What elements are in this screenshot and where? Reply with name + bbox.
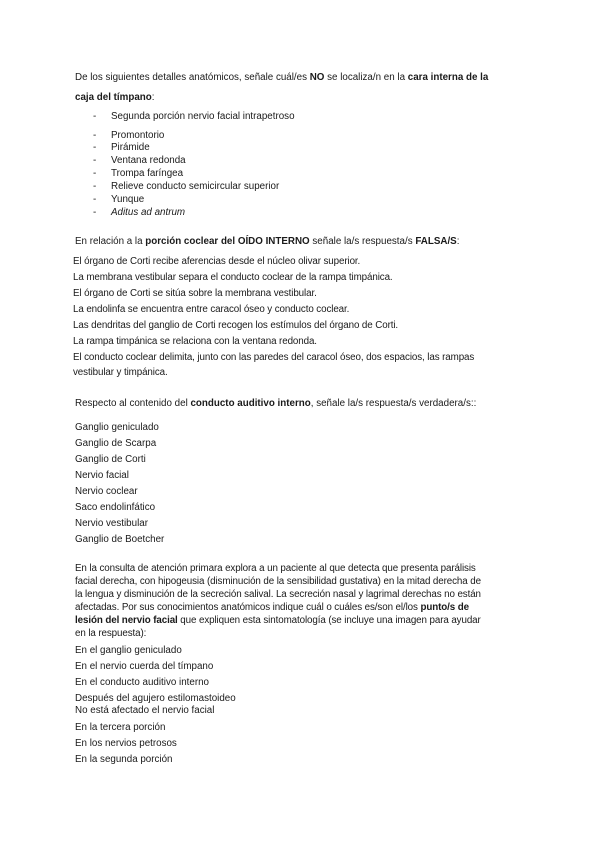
q2-option[interactable]: El conducto coclear delimita, junto con las paredes del caracol óseo, dos espacios, las rampas — [73, 352, 475, 363]
q1-title-line2 — [75, 92, 155, 104]
list-dash: - — [93, 155, 97, 166]
q3-text: , señale la/s respuesta/s verdadera/s:: — [310, 398, 477, 409]
list-dash: - — [93, 142, 97, 153]
q3-option[interactable]: Nervio vestibular — [75, 518, 148, 529]
q4-option[interactable]: No está afectado el nervio facial — [75, 705, 215, 716]
q4-text: que expliquen esta sintomatología (se incluye una imagen para ayudar — [177, 615, 481, 626]
q4-option[interactable]: En la tercera porción — [75, 722, 166, 733]
q4-paragraph-line — [75, 602, 469, 614]
list-dash: - — [93, 207, 97, 218]
q1-option[interactable]: Ventana redonda — [111, 155, 186, 166]
q3-option[interactable]: Ganglio geniculado — [75, 422, 159, 433]
q2-emphasis-topic: porción coclear del OÍDO INTERNO — [145, 236, 310, 247]
q4-option[interactable]: En la segunda porción — [75, 754, 173, 765]
q4-emphasis: punto/s de — [420, 602, 469, 613]
q3-option[interactable]: Nervio facial — [75, 470, 129, 481]
q3-title — [75, 398, 476, 410]
q3-option[interactable]: Ganglio de Corti — [75, 454, 146, 465]
q1-text: se localiza/n en la — [324, 72, 408, 83]
q1-title-line1 — [75, 72, 488, 84]
q1-option[interactable]: Promontorio — [111, 130, 165, 141]
q4-text: afectadas. Por sus conocimientos anatómicos indique cuál o cuáles es/son el/los — [75, 602, 421, 613]
q2-option[interactable]: La membrana vestibular separa el conducto coclear de la rampa timpánica. — [73, 272, 393, 283]
q1-emphasis-location: cara interna de la — [407, 72, 489, 83]
q1-emphasis-no: NO — [309, 72, 325, 83]
q3-option[interactable]: Saco endolinfático — [75, 502, 156, 513]
q3-option[interactable]: Nervio coclear — [75, 486, 138, 497]
q1-text: : — [151, 92, 155, 103]
q3-option[interactable]: Ganglio de Scarpa — [75, 438, 157, 449]
q4-option[interactable]: En el conducto auditivo interno — [75, 677, 209, 688]
q1-option[interactable]: Segunda porción nervio facial intrapetroso — [111, 111, 295, 122]
list-dash: - — [93, 194, 97, 205]
q2-title — [75, 236, 459, 248]
q1-option[interactable]: Relieve conducto semicircular superior — [111, 181, 280, 192]
q2-option-continued: vestibular y timpánica. — [73, 367, 168, 378]
q4-paragraph-line: la lengua y disminución de la secreción salival. La secreción nasal y lagrimal derechas no están — [75, 589, 481, 600]
q2-emphasis-false: FALSA/S — [415, 236, 457, 247]
q4-emphasis: lesión del nervio facial — [75, 615, 178, 626]
q2-option[interactable]: El órgano de Corti recibe aferencias desde el núcleo olivar superior. — [73, 256, 361, 267]
q4-option[interactable]: Después del agujero estilomastoideo — [75, 693, 236, 704]
list-dash: - — [93, 168, 97, 179]
q1-emphasis-location: caja del tímpano — [75, 92, 152, 103]
q1-text: De los siguientes detalles anatómicos, señale cuál/es — [75, 72, 310, 83]
q1-option[interactable]: Pirámide — [111, 142, 150, 153]
q3-option[interactable]: Ganglio de Boetcher — [75, 534, 165, 545]
q4-paragraph-line — [75, 615, 481, 627]
q2-option[interactable]: Las dendritas del ganglio de Corti recogen los estímulos del órgano de Corti. — [73, 320, 399, 331]
q1-option[interactable]: Trompa faríngea — [111, 168, 184, 179]
q2-text: En relación a la — [75, 236, 146, 247]
q2-option[interactable]: El órgano de Corti se sitúa sobre la membrana vestibular. — [73, 288, 317, 299]
q1-option[interactable]: Yunque — [111, 194, 145, 205]
list-dash: - — [93, 181, 97, 192]
list-dash: - — [93, 130, 97, 141]
q4-option[interactable]: En el ganglio geniculado — [75, 645, 182, 656]
q1-option[interactable]: Aditus ad antrum — [111, 207, 186, 218]
q3-text: Respecto al contenido del — [75, 398, 191, 409]
q2-option[interactable]: La rampa timpánica se relaciona con la ventana redonda. — [73, 336, 317, 347]
q4-paragraph-line: facial derecha, con hipogeusia (disminución de la sensibilidad gustativa) en la mitad derecha de — [75, 576, 481, 587]
q4-paragraph-line: en la respuesta): — [75, 628, 147, 639]
q4-option[interactable]: En los nervios petrosos — [75, 738, 177, 749]
q2-text: señale la/s respuesta/s — [309, 236, 416, 247]
q4-paragraph-line: En la consulta de atención primara explora a un paciente al que detecta que presenta parálisis — [75, 563, 476, 574]
q2-option[interactable]: La endolinfa se encuentra entre caracol óseo y conducto coclear. — [73, 304, 350, 315]
list-dash: - — [93, 111, 97, 122]
q4-option[interactable]: En el nervio cuerda del tímpano — [75, 661, 214, 672]
q3-emphasis-topic: conducto auditivo interno — [190, 398, 311, 409]
q2-text: : — [456, 236, 460, 247]
